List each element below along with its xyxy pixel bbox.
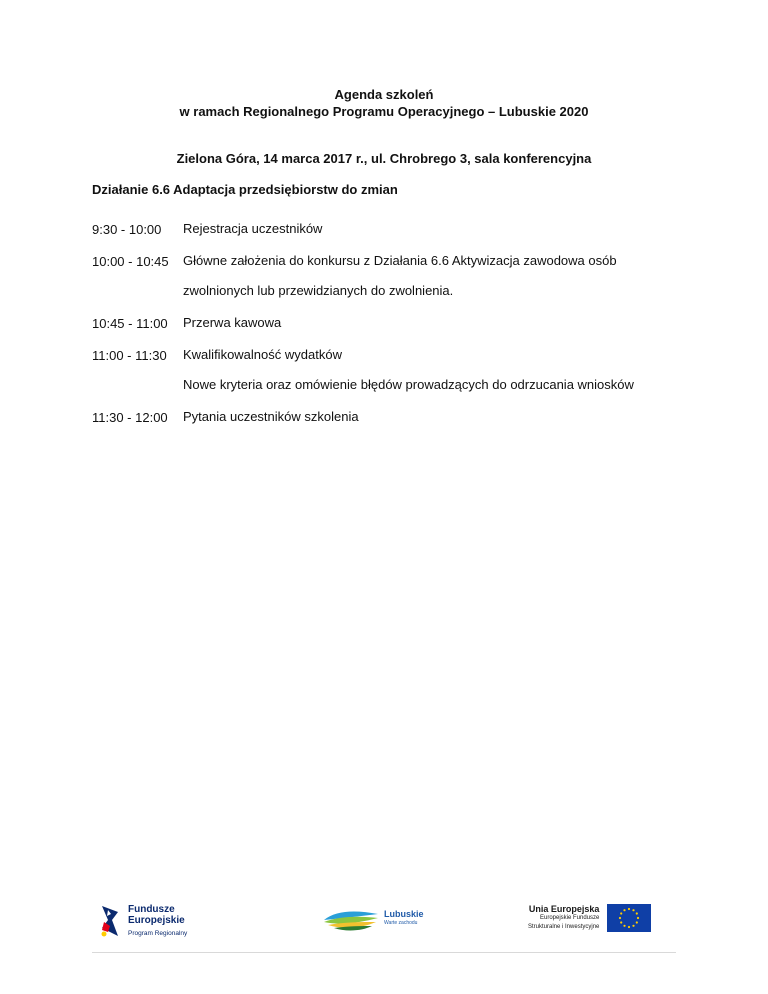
unia-line1: Unia Europejska <box>528 903 600 914</box>
agenda-description-line: zwolnionych lub przewidzianych do zwolnienia. <box>183 283 454 298</box>
fundusze-star-icon <box>98 902 122 940</box>
agenda-time: 10:00 - 10:45 <box>92 254 169 269</box>
agenda-description-line: Przerwa kawowa <box>183 315 282 330</box>
document-subtitle: w ramach Regionalnego Programu Operacyjnego – Lubuskie 2020 <box>179 104 589 119</box>
agenda-description <box>183 246 692 306</box>
lubuskie-tagline: Warte zachodu <box>384 920 418 926</box>
section-heading: Działanie 6.6 Adaptacja przedsiębiorstw do zmian <box>92 182 398 197</box>
unia-line3: Strukturalne i Inwestycyjne <box>528 923 600 930</box>
agenda-time: 9:30 - 10:00 <box>92 222 162 237</box>
lubuskie-name: Lubuskie <box>384 909 424 919</box>
agenda-row <box>92 222 692 244</box>
agenda-row <box>92 316 692 338</box>
agenda-time: 11:30 - 12:00 <box>92 410 168 425</box>
agenda-row <box>92 348 692 400</box>
document-title: Agenda szkoleń <box>334 87 434 102</box>
fundusze-line1: Fundusze <box>128 903 175 915</box>
lubuskie-wave-icon <box>322 906 380 932</box>
unia-europejska-logo <box>528 904 651 932</box>
lubuskie-logo <box>322 906 424 932</box>
agenda-list <box>92 222 692 432</box>
agenda-description <box>183 214 692 244</box>
agenda-row <box>92 410 692 432</box>
agenda-description-line: Rejestracja uczestników <box>183 221 323 236</box>
agenda-description <box>183 308 692 338</box>
agenda-description <box>183 340 692 400</box>
title-block <box>0 86 768 120</box>
fundusze-line2: Europejskie <box>128 914 185 926</box>
agenda-description-line: Nowe kryteria oraz omówienie błędów prowadzących do odrzucania wniosków <box>183 377 634 392</box>
agenda-time: 10:45 - 11:00 <box>92 316 168 331</box>
fundusze-line3: Program Regionalny <box>128 929 188 937</box>
agenda-time: 11:00 - 11:30 <box>92 348 167 363</box>
eu-flag-icon <box>607 904 651 932</box>
footer-logos <box>92 896 676 953</box>
fundusze-europejskie-logo <box>98 902 187 940</box>
agenda-description <box>183 402 692 432</box>
agenda-description-line: Kwalifikowalność wydatków <box>183 347 342 362</box>
agenda-row <box>92 254 692 306</box>
agenda-description-line: Pytania uczestników szkolenia <box>183 409 359 424</box>
event-location: Zielona Góra, 14 marca 2017 r., ul. Chrobrego 3, sala konferencyjna <box>176 151 592 166</box>
agenda-description-line: Główne założenia do konkursu z Działania 6.6 Aktywizacja zawodowa osób <box>183 253 617 268</box>
unia-line2: Europejskie Fundusze <box>540 914 600 921</box>
